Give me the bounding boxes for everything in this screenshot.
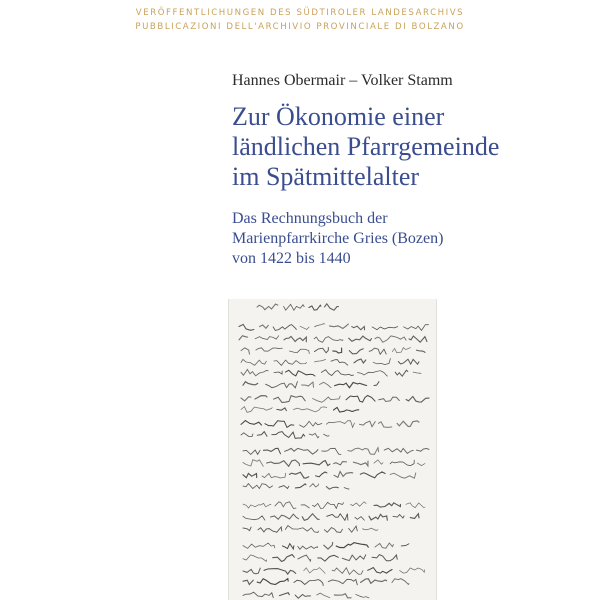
handwriting-stroke (349, 349, 363, 354)
handwriting-stroke (277, 408, 287, 411)
handwriting-stroke (368, 568, 392, 574)
handwriting-stroke (310, 484, 319, 487)
handwriting-stroke (285, 526, 318, 533)
handwriting-stroke (314, 348, 328, 353)
handwriting-stroke (239, 324, 254, 330)
handwriting-stroke (404, 325, 429, 331)
handwriting-stroke (346, 396, 375, 403)
handwriting-stroke (409, 336, 427, 342)
handwriting-stroke (266, 382, 298, 388)
series-header (0, 6, 600, 34)
handwriting-stroke (321, 370, 353, 376)
handwriting-stroke (243, 484, 273, 489)
handwriting-stroke (313, 502, 344, 508)
handwriting-stroke (392, 348, 410, 353)
handwriting-stroke (335, 383, 367, 388)
handwriting-stroke (260, 325, 269, 328)
authors: Hannes Obermair – Volker Stamm (232, 72, 453, 89)
handwriting-stroke (324, 528, 342, 533)
handwriting-stroke (294, 580, 323, 586)
handwriting-stroke (243, 516, 265, 520)
handwriting-stroke (273, 325, 296, 331)
handwriting-stroke (298, 555, 311, 561)
handwriting-stroke (416, 449, 429, 452)
handwriting-stroke (241, 370, 268, 376)
handwriting-stroke (397, 421, 419, 427)
handwriting-stroke (333, 348, 342, 353)
handwriting-stroke (398, 359, 419, 364)
book-subtitle (232, 209, 443, 269)
handwriting-stroke (257, 432, 267, 437)
handwriting-stroke (373, 359, 390, 365)
handwriting-stroke (294, 407, 327, 412)
handwriting-stroke (316, 472, 327, 477)
handwriting-stroke (298, 546, 318, 549)
handwriting-stroke (334, 407, 359, 412)
handwriting-stroke (284, 304, 305, 310)
handwriting-stroke (300, 326, 309, 329)
handwriting-stroke (348, 448, 379, 455)
handwriting-stroke (325, 304, 339, 310)
handwriting-stroke (360, 472, 385, 478)
handwriting-stroke (331, 360, 348, 366)
handwriting-stroke (286, 370, 316, 376)
series-title-italian: PUBBLICAZIONI DELL'ARCHIVIO PROVINCIALE DI BOLZANO (135, 22, 465, 32)
title-line-2: ländlichen Pfarrgemeinde (232, 132, 500, 161)
handwriting-stroke (332, 568, 363, 575)
handwriting-stroke (349, 526, 358, 532)
handwriting-stroke (303, 461, 330, 466)
handwriting-stroke (417, 463, 425, 466)
handwriting-stroke (300, 421, 322, 427)
handwriting-stroke (284, 336, 306, 341)
handwriting-stroke (313, 396, 341, 402)
handwriting-stroke (267, 460, 300, 466)
handwriting-stroke (351, 502, 367, 506)
handwriting-stroke (374, 503, 400, 507)
handwriting-stroke (274, 360, 307, 365)
handwriting-stroke (289, 349, 309, 353)
handwriting-stroke (243, 580, 253, 584)
handwriting-stroke (401, 544, 409, 546)
manuscript-page-image (228, 299, 437, 600)
handwriting-stroke (279, 593, 289, 596)
handwriting-stroke (265, 421, 294, 428)
handwriting-stroke (255, 396, 267, 399)
handwriting-stroke (372, 555, 397, 561)
handwriting-stroke (374, 382, 379, 386)
handwriting-stroke (256, 348, 282, 351)
handwriting-stroke (413, 372, 421, 373)
handwriting-stroke (353, 461, 368, 466)
handwriting-stroke (317, 593, 330, 597)
handwriting-stroke (375, 336, 406, 342)
handwriting-stroke (243, 450, 260, 454)
handwriting-stroke (282, 544, 294, 549)
handwriting-stroke (275, 502, 296, 509)
handwriting-stroke (301, 505, 309, 508)
handwriting-stroke (315, 360, 326, 362)
handwriting-stroke (358, 371, 388, 376)
handwriting-stroke (272, 432, 305, 439)
handwriting-stroke (363, 528, 378, 530)
handwriting-stroke (322, 448, 341, 454)
handwriting-stroke (264, 448, 281, 454)
handwriting-stroke (295, 484, 306, 488)
handwriting-stroke (354, 359, 366, 363)
handwriting-stroke (356, 594, 369, 598)
handwriting-stroke (320, 382, 332, 387)
handwriting-stroke (243, 543, 275, 548)
handwriting-stroke (302, 382, 314, 387)
handwriting-stroke (318, 555, 339, 561)
handwriting-stroke (360, 421, 376, 427)
handwriting-stroke (334, 462, 347, 465)
handwriting-stroke (369, 348, 386, 354)
subtitle-line-2: Marienpfarrkirche Gries (Bozen) (232, 230, 444, 247)
handwriting-stroke (390, 460, 414, 466)
handwriting-stroke (395, 370, 408, 376)
handwriting-stroke (241, 407, 272, 413)
handwriting-stroke (239, 336, 248, 340)
handwriting-stroke (309, 305, 321, 310)
handwriting-stroke (274, 396, 306, 403)
handwriting-stroke (342, 555, 366, 561)
handwriting-stroke (392, 579, 409, 585)
handwriting-stroke (372, 327, 398, 330)
handwriting-stroke (384, 448, 413, 453)
handwriting-stroke (241, 348, 250, 354)
handwriting-stroke (302, 514, 319, 521)
handwriting-stroke (330, 324, 349, 329)
handwriting-stroke (243, 382, 258, 386)
handwriting-stroke (309, 433, 319, 437)
handwriting-stroke (243, 592, 273, 597)
handwriting-stroke (344, 488, 349, 490)
handwriting-stroke (328, 579, 357, 584)
handwriting-stroke (390, 473, 416, 478)
handwriting-scribbles (229, 299, 436, 600)
handwriting-stroke (279, 486, 289, 489)
handwriting-stroke (258, 527, 282, 532)
handwriting-stroke (274, 371, 282, 374)
handwriting-stroke (243, 473, 257, 477)
handwriting-stroke (315, 324, 325, 327)
handwriting-stroke (262, 473, 286, 478)
handwriting-stroke (304, 568, 325, 574)
handwriting-stroke (289, 472, 308, 478)
series-title-german: VERÖFFENTLICHUNGEN DES SÜDTIROLER LANDESARCHIVS (135, 8, 465, 18)
handwriting-stroke (406, 397, 429, 403)
handwriting-stroke (326, 421, 354, 428)
handwriting-stroke (295, 595, 310, 599)
handwriting-stroke (255, 336, 279, 340)
handwriting-stroke (264, 569, 296, 575)
handwriting-stroke (352, 326, 365, 330)
handwriting-stroke (273, 555, 295, 562)
handwriting-stroke (406, 503, 425, 508)
handwriting-stroke (379, 422, 392, 428)
handwriting-stroke (241, 421, 262, 425)
handwriting-stroke (379, 397, 400, 401)
handwriting-stroke (349, 336, 372, 341)
subtitle-line-1: Das Rechnungsbuch der (232, 210, 388, 227)
subtitle-line-3: von 1422 bis 1440 (232, 250, 351, 267)
handwriting-stroke (324, 434, 329, 436)
handwriting-stroke (369, 514, 387, 520)
handwriting-stroke (241, 359, 266, 365)
handwriting-stroke (355, 517, 365, 521)
handwriting-stroke (243, 527, 251, 531)
handwriting-stroke (361, 579, 387, 584)
handwriting-stroke (393, 515, 404, 519)
handwriting-stroke (257, 579, 288, 585)
handwriting-stroke (314, 337, 343, 343)
handwriting-stroke (243, 503, 271, 508)
handwriting-stroke (257, 304, 278, 310)
handwriting-stroke (374, 460, 383, 464)
handwriting-stroke (334, 594, 351, 598)
title-line-1: Zur Ökonomie einer (232, 102, 445, 131)
handwriting-stroke (243, 568, 260, 574)
handwriting-stroke (334, 472, 353, 478)
handwriting-stroke (375, 543, 393, 548)
book-title (232, 102, 499, 192)
handwriting-stroke (326, 487, 338, 490)
handwriting-stroke (336, 543, 368, 548)
handwriting-stroke (324, 543, 333, 550)
handwriting-stroke (243, 555, 267, 561)
handwriting-stroke (410, 514, 419, 519)
handwriting-stroke (400, 568, 425, 573)
handwriting-stroke (243, 460, 263, 467)
handwriting-stroke (327, 514, 348, 521)
handwriting-stroke (241, 397, 251, 401)
handwriting-stroke (241, 433, 253, 437)
title-line-3: im Spätmittelalter (232, 162, 420, 191)
handwriting-stroke (285, 448, 318, 454)
handwriting-stroke (271, 514, 299, 519)
handwriting-stroke (417, 350, 426, 352)
